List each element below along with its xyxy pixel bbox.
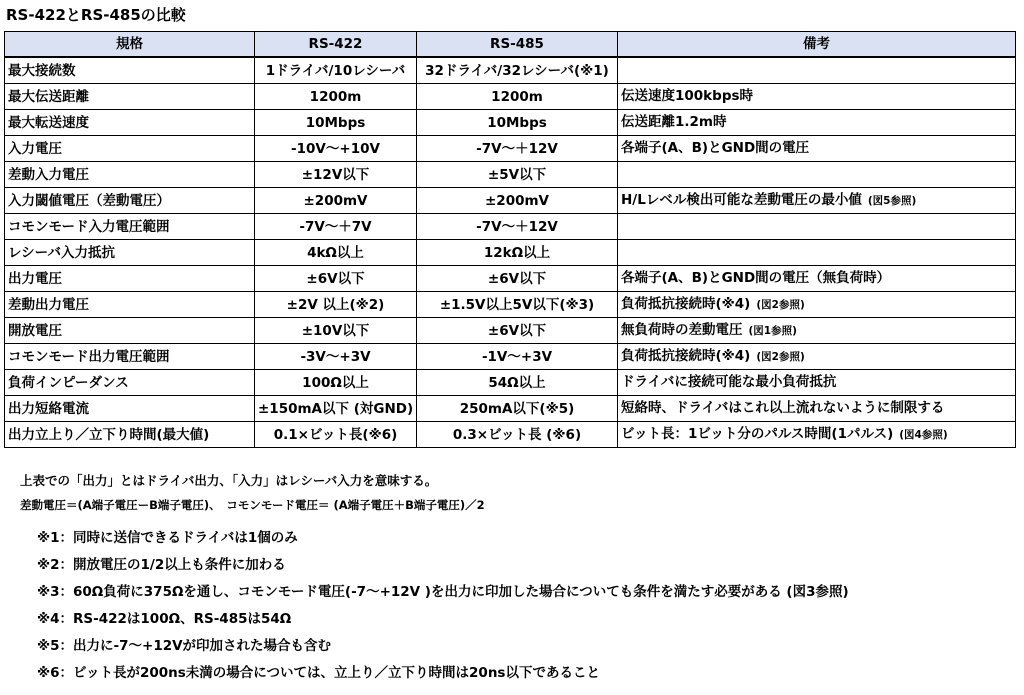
cell-rs422: ±12V以下 [255,162,417,188]
cell-note [618,370,1016,396]
cell-rs485: 250mA以下(※5) [417,396,618,422]
table-row [5,396,1016,422]
cell-rs485: 1200m [417,84,618,110]
cell-note [618,396,1016,422]
footnote-2: ※2：開放電圧の1/2以上も条件に加わる [37,557,286,573]
table-row [5,57,1016,84]
table-row [5,136,1016,162]
comparison-table [4,31,1016,448]
cell-note [618,214,1016,240]
header-rs422: RS-422 [255,32,417,58]
cell-rs485: 54Ω以上 [417,370,618,396]
note-text: ドライバに接続可能な最小負荷抵抗 [621,374,837,390]
cell-rs485: ±5V以下 [417,162,618,188]
footnote-4: ※4：RS-422は100Ω、RS-485は54Ω [37,611,292,627]
cell-rs422: -10V～+10V [255,136,417,162]
cell-rs485: ±6V以下 [417,266,618,292]
table-row [5,292,1016,318]
cell-rs485: ±1.5V以上5V以下(※3) [417,292,618,318]
page-title: RS-422とRS-485の比較 [6,6,186,24]
cell-rs422: 10Mbps [255,110,417,136]
header-note: 備考 [618,32,1016,58]
cell-note [618,240,1016,266]
cell-spec: 最大接続数 [5,57,255,84]
cell-spec: 開放電圧 [5,318,255,344]
table-header-row [5,32,1016,58]
cell-rs422: -7V～＋7V [255,214,417,240]
cell-spec: 負荷インピーダンス [5,370,255,396]
cell-spec: 差動出力電圧 [5,292,255,318]
cell-spec: レシーバ入力抵抗 [5,240,255,266]
table-row [5,110,1016,136]
cell-spec: 入力閾値電圧（差動電圧） [5,188,255,214]
cell-note [618,344,1016,370]
cell-note [618,266,1016,292]
note-text: 各端子(A、B)とGND間の電圧（無負荷時） [621,270,891,286]
cell-spec: 差動入力電圧 [5,162,255,188]
note-figure-ref: (図4参照) [899,429,948,441]
footnote-5: ※5：出力に-7～+12Vが印加された場合も含む [37,638,332,654]
table-row [5,240,1016,266]
cell-spec: 最大伝送距離 [5,84,255,110]
table-row [5,84,1016,110]
note-text: H/Lレベル検出可能な差動電圧の最小値 [621,192,862,208]
table-body [5,57,1016,448]
note-figure-ref: (図1参照) [748,325,797,337]
cell-rs422: ±200mV [255,188,417,214]
cell-rs422: 0.1×ビット長(※6) [255,422,417,448]
table-row [5,214,1016,240]
header-spec: 規格 [5,32,255,58]
cell-note [618,162,1016,188]
cell-spec: 入力電圧 [5,136,255,162]
cell-note [618,110,1016,136]
cell-spec: 出力電圧 [5,266,255,292]
note-text: 伝送速度100kbps時 [621,88,754,104]
note-text: ビット長：1ビット分のパルス時間(1パルス) [621,426,894,442]
header-rs485: RS-485 [417,32,618,58]
note-text: 伝送距離1.2m時 [621,114,727,130]
cell-rs422: -3V～+3V [255,344,417,370]
footnote-3: ※3：60Ω負荷に375Ωを通し、コモンモード電圧(-7～+12V )を出力に印加した場合についても条件を満たす必要がある (図3参照) [37,584,849,600]
cell-spec: 出力立上り／立下り時間(最大値) [5,422,255,448]
cell-rs422: 4kΩ以上 [255,240,417,266]
cell-rs485: -7V～＋12V [417,214,618,240]
note-figure-ref: (図5参照) [867,195,917,207]
note-text: 短絡時、ドライバはこれ以上流れないように制限する [621,400,945,416]
cell-note [618,188,1016,214]
cell-rs422: 1ドライバ/10レシーバ [255,57,417,84]
table-row [5,318,1016,344]
cell-spec: 出力短絡電流 [5,396,255,422]
cell-rs422: ±6V以下 [255,266,417,292]
cell-rs422: ±150mA以下 (対GND) [255,396,417,422]
footnote-6: ※6：ビット長が200ns未満の場合については、立上り／立下り時間は20ns以下であること [37,665,600,681]
cell-spec: コモンモード入力電圧範囲 [5,214,255,240]
cell-rs485: 12kΩ以上 [417,240,618,266]
remark-line-1: 上表での「出力」とはドライバ出力、「入力」はレシーバ入力を意味する。 [20,473,438,488]
table-row [5,188,1016,214]
cell-note [618,422,1016,448]
cell-rs422: ±2V 以上(※2) [255,292,417,318]
table-row [5,344,1016,370]
cell-rs422: 100Ω以上 [255,370,417,396]
remark-line-2: 差動電圧＝(A端子電圧ーB端子電圧)、 コモンモード電圧＝ (A端子電圧＋B端子電圧)／2 [20,498,485,512]
note-text: 負荷抵抗接続時(※4) [621,348,751,364]
cell-rs485: 32ドライバ/32レシーバ(※1) [417,57,618,84]
note-figure-ref: (図2参照) [756,351,805,363]
cell-rs485: ±200mV [417,188,618,214]
cell-rs422: 1200m [255,84,417,110]
note-figure-ref: (図2参照) [756,299,805,311]
cell-note [618,292,1016,318]
cell-note [618,318,1016,344]
note-text: 負荷抵抗接続時(※4) [621,296,751,312]
note-text: 無負荷時の差動電圧 [621,322,743,338]
footnote-1: ※1：同時に送信できるドライバは1個のみ [37,530,298,546]
table-row [5,422,1016,448]
cell-note [618,136,1016,162]
cell-rs485: 10Mbps [417,110,618,136]
cell-rs485: ±6V以下 [417,318,618,344]
note-text: 各端子(A、B)とGND間の電圧 [621,140,810,156]
cell-note [618,57,1016,84]
table-row [5,266,1016,292]
cell-note [618,84,1016,110]
cell-rs422: ±10V以下 [255,318,417,344]
table-row [5,162,1016,188]
cell-rs485: 0.3×ビット長 (※6) [417,422,618,448]
cell-spec: 最大転送速度 [5,110,255,136]
cell-rs485: -7V～＋12V [417,136,618,162]
cell-spec: コモンモード出力電圧範囲 [5,344,255,370]
cell-rs485: -1V～+3V [417,344,618,370]
table-row [5,370,1016,396]
